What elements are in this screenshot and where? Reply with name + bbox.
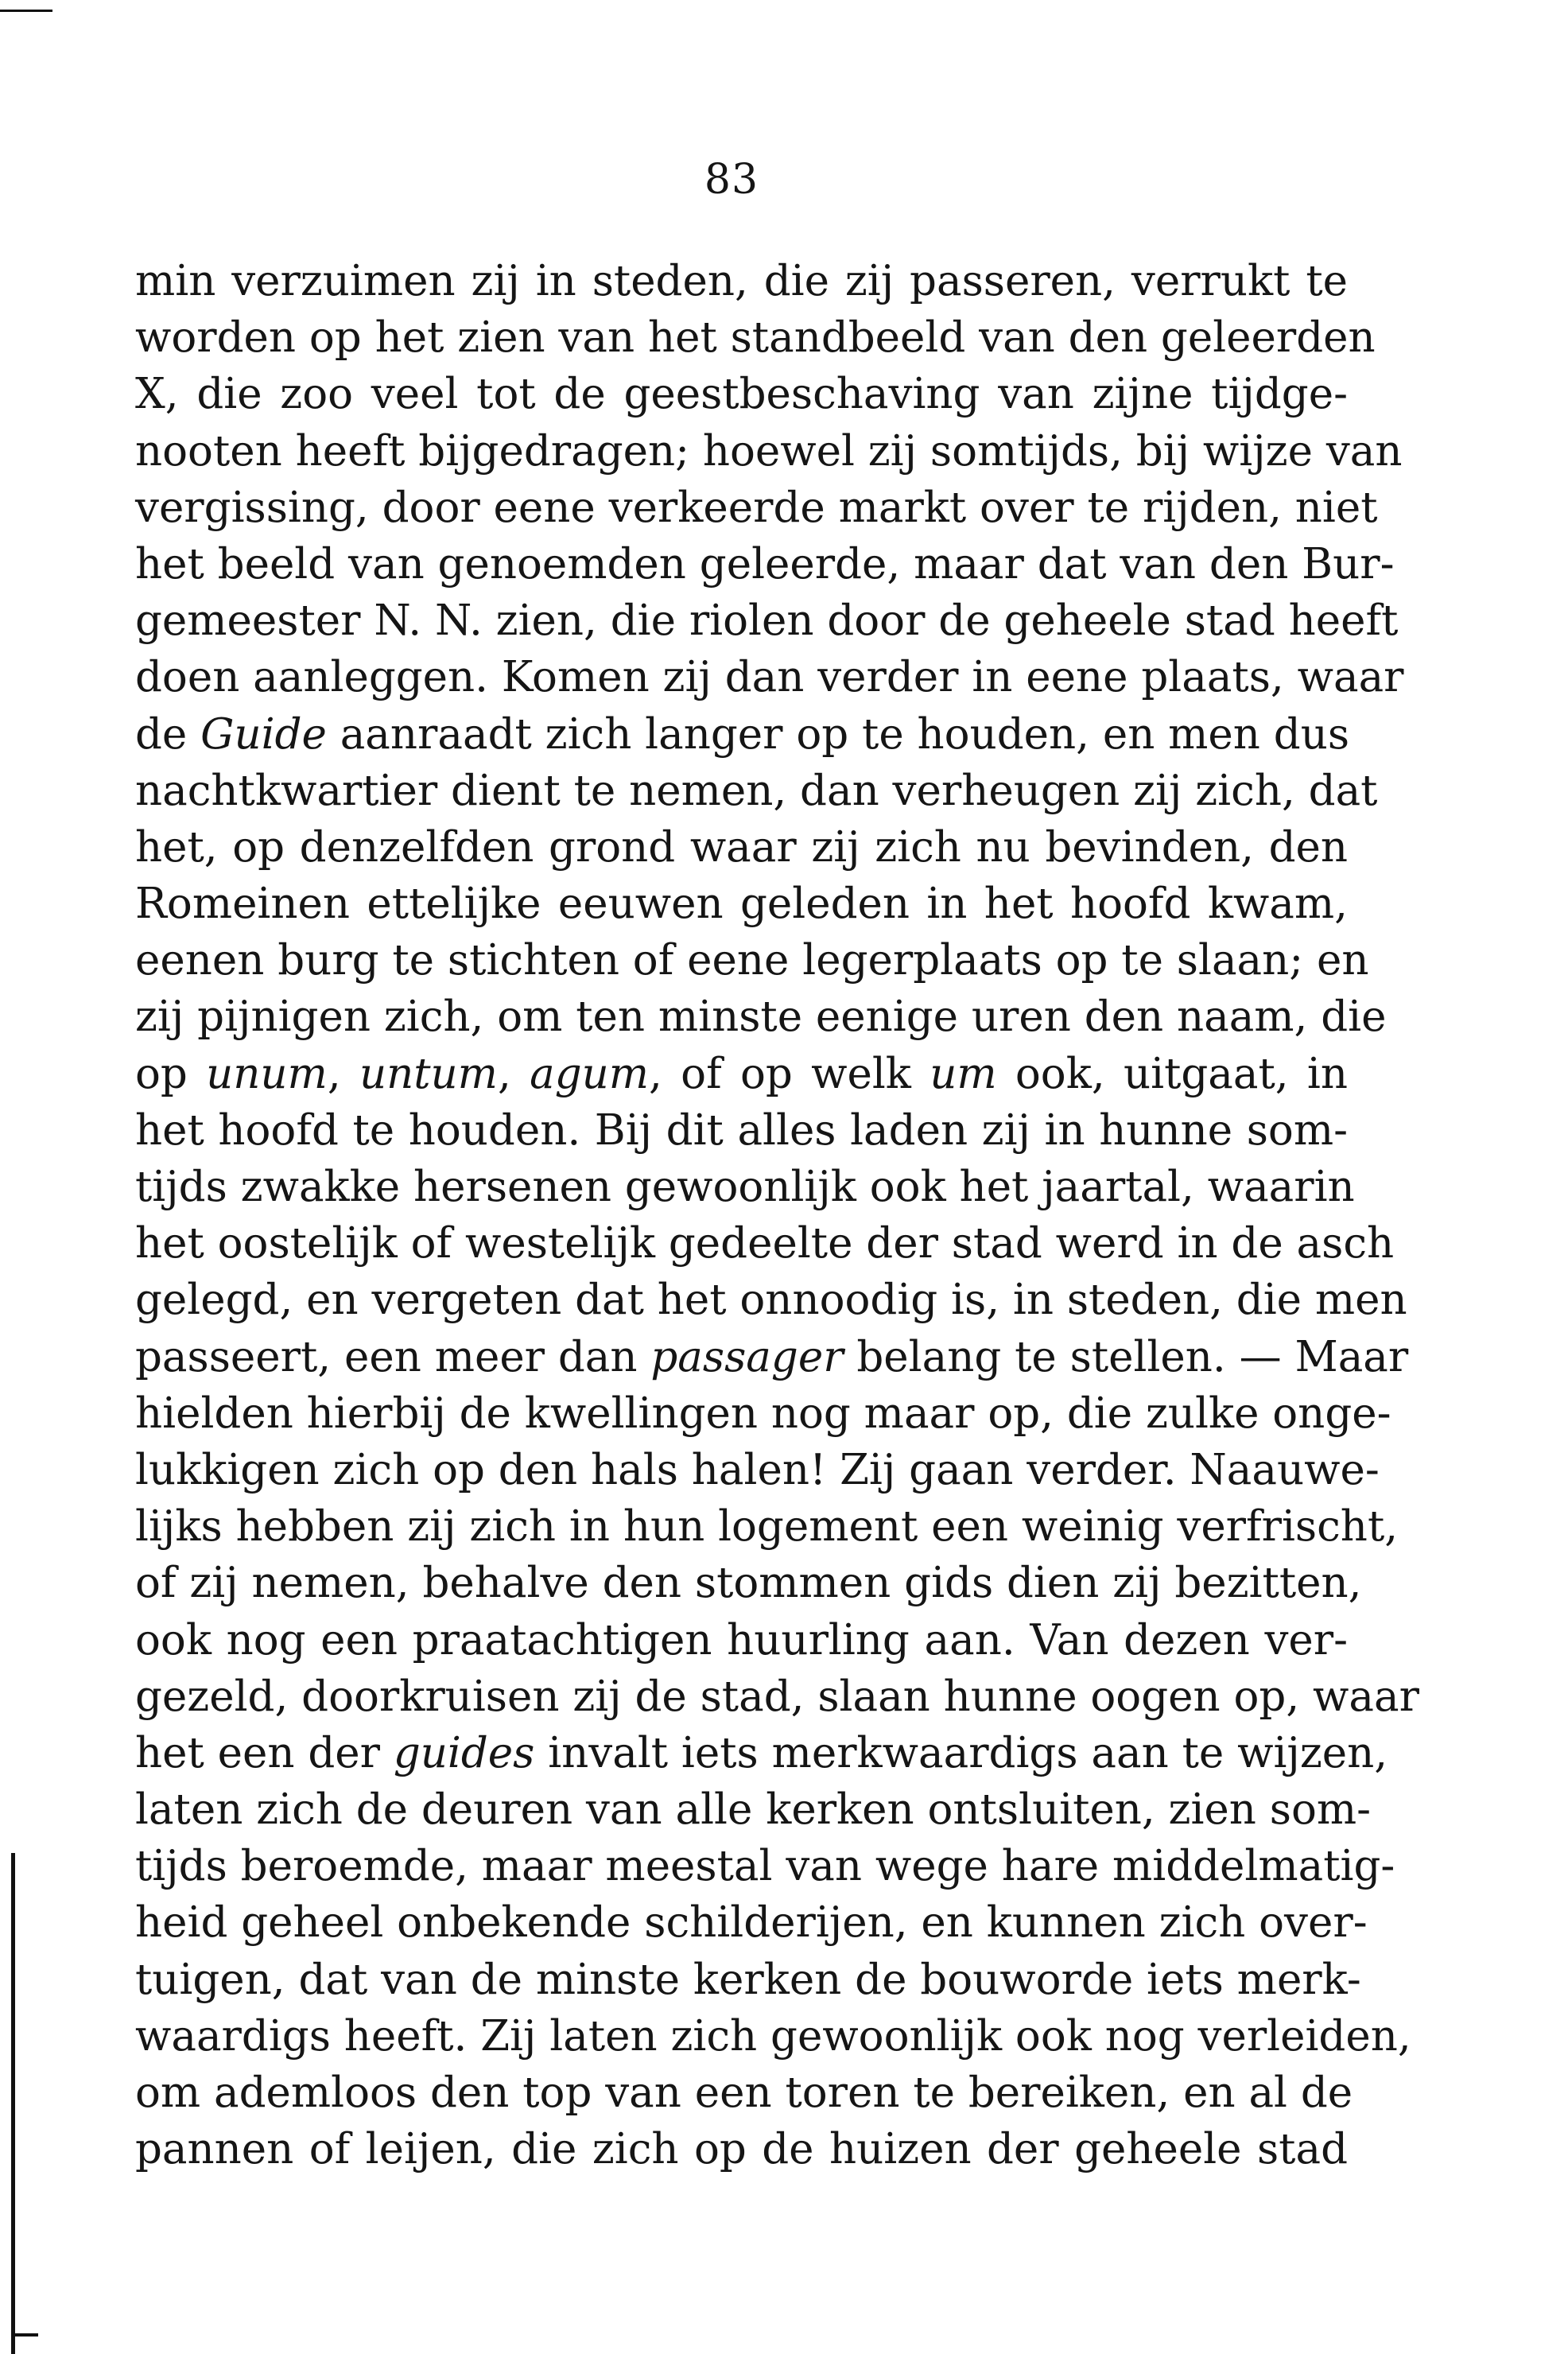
italic-word: passager bbox=[650, 1332, 844, 1381]
text-line: doen aanleggen. Komen zij dan verder in eene plaats, waar bbox=[135, 653, 1404, 702]
text-segment: , bbox=[327, 1049, 359, 1098]
text-line-with-italic bbox=[135, 1329, 1409, 1385]
text-segment: invalt iets merkwaardigs aan te wijzen, bbox=[534, 1728, 1388, 1777]
italic-word: unum bbox=[206, 1049, 328, 1098]
text-line: min verzuimen zij in steden, die zij passeren, verrukt te bbox=[135, 257, 1348, 305]
text-segment: ook, uitgaat, in bbox=[996, 1049, 1349, 1098]
text-line: het, op denzelfden grond waar zij zich nu bevinden, den bbox=[135, 822, 1348, 872]
text-line-with-italics bbox=[135, 1046, 1348, 1102]
text-line: X, die zoo veel tot de geestbeschaving van zijne tijdge- bbox=[135, 370, 1348, 419]
text-segment: het een der bbox=[135, 1728, 394, 1777]
text-line: het hoofd te houden. Bij dit alles laden zij in hunne som- bbox=[135, 1105, 1348, 1155]
scan-edge-left-hook bbox=[11, 2333, 38, 2337]
text-line: het oostelijk of westelijk gedeelte der stad werd in de asch bbox=[135, 1219, 1395, 1268]
text-line: eenen burg te stichten of eene legerplaats op te slaan; en bbox=[135, 936, 1369, 985]
text-line: laten zich de deuren van alle kerken ontsluiten, zien som- bbox=[135, 1785, 1372, 1835]
text-line: waardigs heeft. Zij laten zich gewoonlijk ook nog verleiden, bbox=[135, 2011, 1411, 2061]
text-line: lijks hebben zij zich in hun logement een weinig verfrischt, bbox=[135, 1502, 1399, 1552]
text-line: tuigen, dat van de minste kerken de bouworde iets merk- bbox=[135, 1955, 1361, 2004]
text-segment: , of op welk bbox=[649, 1049, 930, 1098]
text-line: het beeld van genoemden geleerde, maar dat van den Bur- bbox=[135, 539, 1395, 588]
scan-edge-top-line bbox=[0, 10, 52, 12]
scan-edge-left-line bbox=[11, 1853, 15, 2354]
text-segment: belang te stellen. — Maar bbox=[843, 1332, 1409, 1381]
text-line: Romeinen ettelijke eeuwen geleden in het hoofd kwam, bbox=[135, 880, 1348, 929]
body-text bbox=[135, 253, 1419, 2177]
italic-word: guides bbox=[393, 1728, 535, 1777]
text-line: pannen of leijen, die zich op de huizen der geheele stad bbox=[135, 2125, 1348, 2174]
text-line-with-italic bbox=[135, 706, 1348, 763]
text-line: gelegd, en vergeten dat het onnoodig is, in steden, die men bbox=[135, 1276, 1407, 1325]
text-line: ook nog een praatachtigen huurling aan. Van dezen ver- bbox=[135, 1615, 1348, 1665]
text-line: tijds beroemde, maar meestal van wege hare middelmatig- bbox=[135, 1842, 1395, 1891]
text-line: worden op het zien van het standbeeld van den geleerden bbox=[135, 313, 1376, 363]
text-line: of zij nemen, behalve den stommen gids dien zij bezitten, bbox=[135, 1559, 1362, 1608]
italic-word: agum bbox=[530, 1049, 650, 1098]
text-line-with-italic bbox=[135, 1725, 1388, 1781]
text-line: zij pijnigen zich, om ten minste eenige uren den naam, die bbox=[135, 992, 1387, 1042]
text-line: nooten heeft bijgedragen; hoewel zij somtijds, bij wijze van bbox=[135, 426, 1403, 476]
italic-word: Guide bbox=[200, 709, 327, 759]
text-line: tijds zwakke hersenen gewoonlijk ook het jaartal, waarin bbox=[135, 1163, 1355, 1211]
text-line: vergissing, door eene verkeerde markt over te rijden, niet bbox=[135, 483, 1378, 532]
text-line: hielden hierbij de kwellingen nog maar op, die zulke onge- bbox=[135, 1389, 1391, 1438]
text-line: nachtkwartier dient te nemen, dan verheugen zij zich, dat bbox=[135, 766, 1378, 815]
text-segment: aanraadt zich langer op te houden, en men dus bbox=[326, 709, 1350, 759]
page-number: 83 bbox=[704, 156, 759, 204]
text-line: gezeld, doorkruisen zij de stad, slaan hunne oogen op, waar bbox=[135, 1672, 1419, 1721]
text-segment: , bbox=[497, 1049, 530, 1098]
italic-word: untum bbox=[359, 1049, 498, 1098]
text-segment: de bbox=[135, 709, 201, 759]
text-line: lukkigen zich op den hals halen! Zij gaan verder. Naauwe- bbox=[135, 1445, 1380, 1494]
text-segment: op bbox=[135, 1049, 207, 1098]
italic-word: um bbox=[930, 1049, 997, 1098]
text-line: gemeester N. N. zien, die riolen door de geheele stad heeft bbox=[135, 596, 1399, 646]
text-line: heid geheel onbekende schilderijen, en kunnen zich over- bbox=[135, 1898, 1368, 1948]
text-segment: passeert, een meer dan bbox=[135, 1332, 651, 1381]
text-line: om ademloos den top van een toren te bereiken, en al de bbox=[135, 2068, 1353, 2117]
